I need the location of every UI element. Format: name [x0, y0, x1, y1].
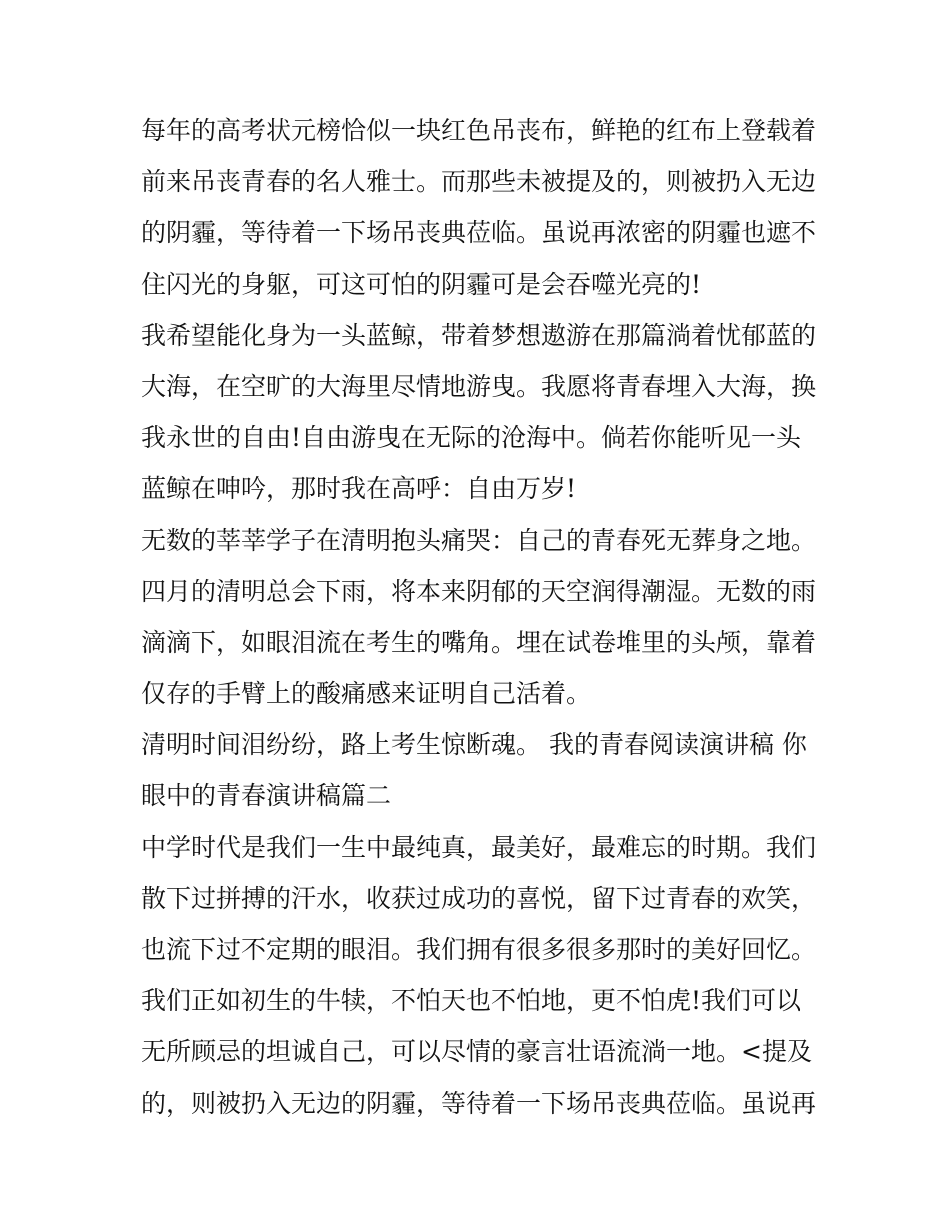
text-line: 无所顾忌的坦诚自己，可以尽情的豪言壮语流淌一地。<提及 — [141, 1037, 812, 1067]
text-line: 住闪光的身躯，可这可怕的阴霾可是会吞噬光亮的! — [141, 269, 702, 299]
text-line: 中学时代是我们一生中最纯真，最美好，最难忘的时期。我们 — [141, 832, 817, 862]
text-line: 四月的清明总会下雨，将本来阴郁的天空润得潮湿。无数的雨 — [141, 576, 817, 606]
text-line: 的，则被扔入无边的阴霾，等待着一下场吊丧典莅临。虽说再 — [141, 1088, 817, 1118]
text-line: 眼中的青春演讲稿篇二 — [141, 781, 392, 811]
text-line: 我希望能化身为一头蓝鲸，带着梦想遨游在那篇淌着忧郁蓝的 — [141, 320, 817, 350]
text-line: 无数的莘莘学子在清明抱头痛哭：自己的青春死无葬身之地。 — [141, 525, 817, 555]
text-line: 也流下过不定期的眼泪。我们拥有很多很多那时的美好回忆。 — [141, 935, 817, 964]
document-body — [141, 105, 821, 1129]
text-line: 清明时间泪纷纷，路上考生惊断魂。 我的青春阅读演讲稿 你 — [141, 730, 807, 760]
text-line: 前来吊丧青春的名人雅士。而那些未被提及的，则被扔入无边 — [141, 167, 817, 197]
text-line: 每年的高考状元榜恰似一块红色吊丧布，鲜艳的红布上登载着 — [141, 116, 817, 145]
text-line: 我永世的自由!自由游曳在无际的沧海中。倘若你能听见一头 — [141, 423, 802, 453]
text-line: 的阴霾，等待着一下场吊丧典莅临。虽说再浓密的阴霾也遮不 — [141, 218, 817, 248]
text-line: 大海，在空旷的大海里尽情地游曳。我愿将青春埋入大海，换 — [141, 371, 817, 401]
text-line: 蓝鲸在呻吟，那时我在高呼：自由万岁! — [141, 474, 577, 504]
text-line: 我们正如初生的牛犊，不怕天也不怕地，更不怕虎!我们可以 — [141, 986, 802, 1016]
text-line: 仅存的手臂上的酸痛感来证明自己活着。 — [141, 679, 592, 709]
text-line: 散下过拼搏的汗水，收获过成功的喜悦，留下过青春的欢笑， — [141, 883, 817, 913]
text-line: 滴滴下，如眼泪流在考生的嘴角。埋在试卷堆里的头颅，靠着 — [141, 627, 817, 657]
